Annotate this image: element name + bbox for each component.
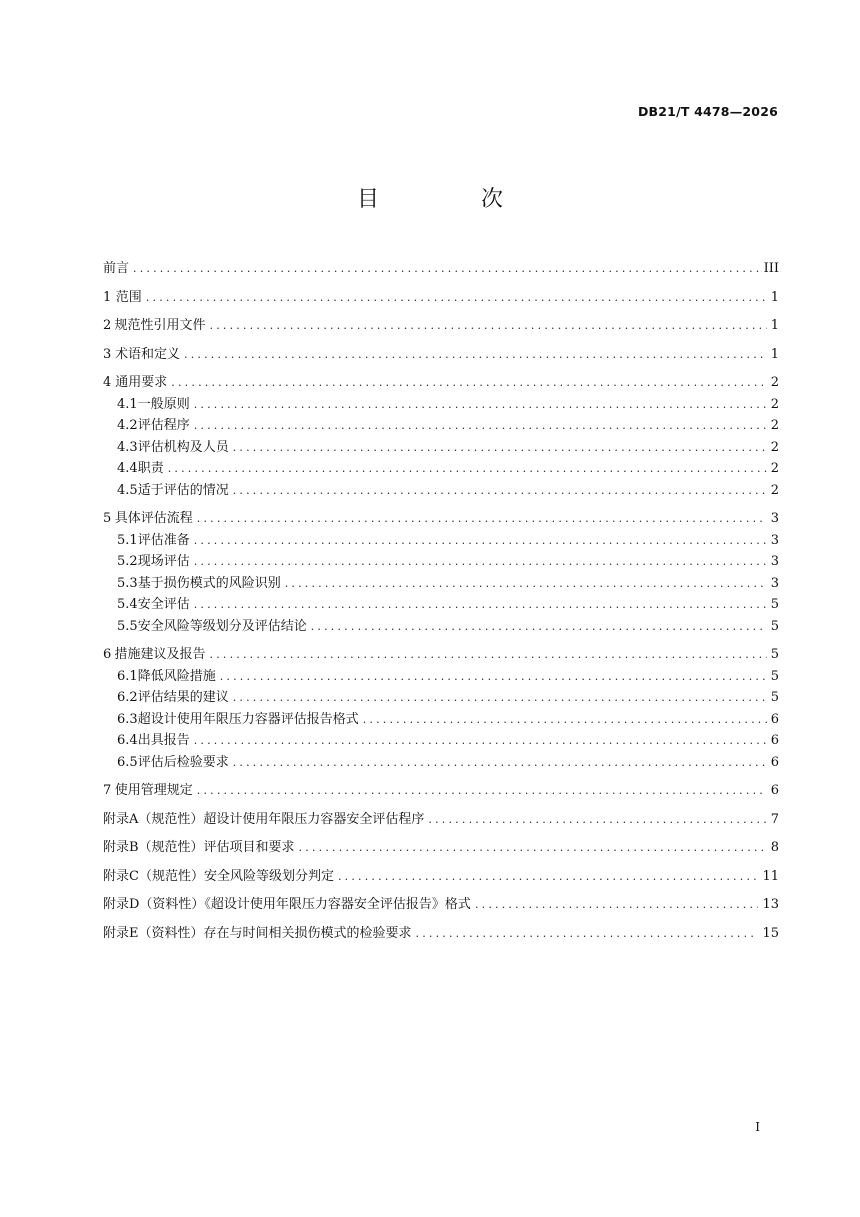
toc-entry-page: 8 — [770, 840, 779, 855]
dot-leader — [194, 594, 767, 616]
dot-leader — [133, 258, 760, 280]
dot-leader — [233, 437, 767, 459]
toc-entry[interactable] — [103, 752, 779, 774]
toc-entry-label: 评估后检验要求 — [137, 754, 229, 770]
toc-entry[interactable] — [103, 923, 779, 945]
toc-entry[interactable] — [103, 866, 779, 888]
toc-entry-page: 2 — [770, 461, 779, 476]
dot-leader — [233, 752, 767, 774]
dot-leader — [194, 730, 767, 752]
toc-entry[interactable] — [103, 508, 779, 530]
toc-entry-label: 出具报告 — [137, 733, 190, 748]
toc-entry-label: 前言 — [103, 261, 130, 276]
toc-entry-label: 安全风险等级划分及评估结论 — [137, 618, 307, 634]
toc-entry-number: 5.1 — [117, 532, 138, 548]
dot-leader — [197, 780, 767, 802]
dot-leader — [194, 551, 767, 573]
toc-entry[interactable] — [103, 530, 779, 552]
toc-entry-page: 2 — [770, 439, 779, 455]
toc-entry-number: 4.1 — [117, 396, 138, 412]
dot-leader — [220, 666, 767, 688]
toc-entry-page: 3 — [770, 575, 779, 591]
toc-entry[interactable] — [103, 709, 779, 731]
toc-entry-page: 3 — [770, 511, 779, 526]
toc-entry-number: 6.4 — [117, 733, 138, 748]
toc-entry-page: 3 — [770, 554, 779, 569]
toc-entry-number: 4.3 — [117, 439, 138, 455]
toc-entry-page: 6 — [770, 733, 779, 748]
toc-entry-number: 5.5 — [117, 618, 138, 634]
toc-entry-label: 评估准备 — [137, 532, 190, 548]
toc-entry-label: 措施建议及报告 — [114, 647, 206, 662]
toc-entry-page: 6 — [770, 754, 779, 770]
toc-entry[interactable] — [103, 780, 779, 802]
toc-entry[interactable] — [103, 894, 779, 916]
toc-entry[interactable] — [103, 837, 779, 859]
toc-entry-label: 附录D（资料性）《超设计使用年限压力容器安全评估报告》格式 — [103, 897, 471, 912]
toc-entry-label: 评估机构及人员 — [137, 439, 229, 455]
toc-entry-label: 附录B（规范性）评估项目和要求 — [103, 840, 295, 855]
toc-entry-label: 职责 — [137, 461, 164, 476]
toc-entry-page: 2 — [770, 418, 779, 433]
toc-entry[interactable] — [103, 458, 779, 480]
toc-entry[interactable] — [103, 480, 779, 502]
toc-entry-page: 2 — [770, 396, 779, 412]
toc-entry-page: 15 — [762, 925, 779, 941]
toc-entry-label: 超设计使用年限压力容器评估报告格式 — [137, 711, 359, 727]
dot-leader — [197, 508, 767, 530]
toc-entry-number: 1 — [103, 289, 112, 305]
toc-entry[interactable] — [103, 809, 779, 831]
toc-entry-page: 5 — [770, 618, 779, 634]
toc-entry-number: 4.5 — [117, 482, 138, 498]
dot-leader — [194, 415, 767, 437]
toc-entry[interactable] — [103, 315, 779, 337]
toc-entry-label: 适于评估的情况 — [137, 482, 229, 498]
toc-entry-label: 评估程序 — [137, 418, 190, 433]
dot-leader — [168, 458, 767, 480]
toc-entry-page: 3 — [770, 532, 779, 548]
toc-entry-page: III — [763, 261, 779, 276]
dot-leader — [194, 530, 767, 552]
toc-entry[interactable] — [103, 437, 779, 459]
toc-entry-number: 3 — [103, 346, 112, 362]
toc-entry-page: 1 — [770, 289, 779, 305]
toc-entry-page: 5 — [770, 597, 779, 612]
toc-entry[interactable] — [103, 687, 779, 709]
page-number: I — [755, 1120, 760, 1134]
dot-leader — [338, 866, 759, 888]
dot-leader — [416, 923, 759, 945]
toc-entry-label: 一般原则 — [137, 396, 190, 412]
toc-entry[interactable] — [103, 372, 779, 394]
toc-entry-label: 安全评估 — [137, 597, 190, 612]
dot-leader — [171, 372, 766, 394]
toc-entry-page: 6 — [770, 783, 779, 798]
toc-entry-label: 降低风险措施 — [137, 668, 216, 684]
toc-entry[interactable] — [103, 551, 779, 573]
toc-entry-label: 评估结果的建议 — [137, 690, 229, 705]
dot-leader — [363, 709, 767, 731]
toc-entry-number: 5.2 — [117, 554, 138, 569]
dot-leader — [146, 287, 767, 309]
toc-entry-page: 5 — [770, 668, 779, 684]
toc-entry-number: 6.1 — [117, 668, 138, 684]
toc-entry[interactable] — [103, 258, 779, 280]
dot-leader — [184, 344, 767, 366]
toc-entry-page: 5 — [770, 647, 779, 662]
toc-entry-number: 5.3 — [117, 575, 138, 591]
toc-entry-page: 13 — [762, 897, 779, 912]
toc-entry-label: 使用管理规定 — [114, 783, 193, 798]
toc-entry[interactable] — [103, 616, 779, 638]
toc-entry[interactable] — [103, 394, 779, 416]
dot-leader — [299, 837, 767, 859]
toc-entry[interactable] — [103, 415, 779, 437]
toc-entry-label: 通用要求 — [115, 375, 168, 390]
toc-entry-label: 具体评估流程 — [114, 511, 193, 526]
toc-entry-label: 附录E（资料性）存在与时间相关损伤模式的检验要求 — [103, 925, 412, 941]
toc-entry[interactable] — [103, 287, 779, 309]
toc-entry-page: 2 — [770, 482, 779, 498]
dot-leader — [428, 809, 766, 831]
toc-entry-number: 6 — [103, 647, 112, 662]
toc-entry-page: 5 — [770, 690, 779, 705]
toc-entry-number: 7 — [103, 783, 112, 798]
toc-entry-number: 6.2 — [117, 690, 138, 705]
toc-entry-number: 4.2 — [117, 418, 138, 433]
dot-leader — [194, 394, 767, 416]
toc-entry[interactable] — [103, 594, 779, 616]
dot-leader — [233, 480, 767, 502]
toc-entry-page: 7 — [770, 811, 779, 827]
dot-leader — [311, 616, 767, 638]
dot-leader — [233, 687, 767, 709]
toc-entry-label: 规范性引用文件 — [114, 318, 206, 333]
toc-entry-page: 2 — [770, 375, 779, 390]
toc-entry-label: 现场评估 — [137, 554, 190, 569]
toc-entry-page: 11 — [762, 868, 779, 884]
toc-entry-label: 基于损伤模式的风险识别 — [137, 575, 281, 591]
toc-entry[interactable] — [103, 644, 779, 666]
document-code: DB21/T 4478—2026 — [637, 104, 778, 119]
dot-leader — [210, 315, 767, 337]
toc-entry-number: 6.5 — [117, 754, 138, 770]
toc-entry-page: 1 — [770, 318, 779, 333]
toc-entry[interactable] — [103, 344, 779, 366]
table-of-contents — [103, 258, 779, 944]
toc-entry-number: 2 — [103, 318, 112, 333]
toc-entry-number: 4 — [103, 375, 112, 390]
dot-leader — [285, 573, 767, 595]
page-title: 目 次 — [356, 187, 543, 212]
toc-entry-number: 5 — [103, 511, 112, 526]
toc-entry-number: 6.3 — [117, 711, 138, 727]
toc-entry[interactable] — [103, 730, 779, 752]
toc-entry-label: 术语和定义 — [115, 346, 181, 362]
toc-entry-page: 6 — [770, 711, 779, 727]
toc-entry[interactable] — [103, 573, 779, 595]
toc-entry-label: 附录A（规范性）超设计使用年限压力容器安全评估程序 — [103, 811, 425, 827]
toc-entry-label: 附录C（规范性）安全风险等级划分判定 — [103, 868, 334, 884]
dot-leader — [210, 644, 767, 666]
toc-entry-number: 5.4 — [117, 597, 138, 612]
dot-leader — [475, 894, 759, 916]
toc-entry-label: 范围 — [115, 289, 142, 305]
toc-entry-number: 4.4 — [117, 461, 138, 476]
toc-entry-page: 1 — [770, 346, 779, 362]
toc-entry[interactable] — [103, 666, 779, 688]
